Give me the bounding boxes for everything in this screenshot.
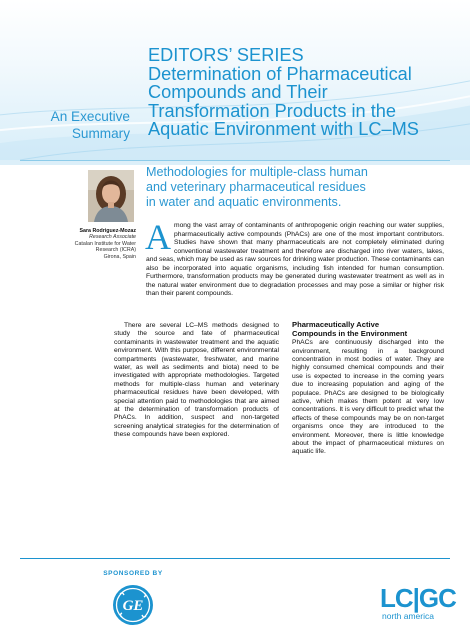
header-divider xyxy=(20,160,450,161)
ge-logo-text: GE xyxy=(122,598,144,614)
footer-divider xyxy=(20,558,450,559)
author-name: Sara Rodriguez-Mozaz xyxy=(79,228,136,234)
section-body: PhACs are continuously discharged into the environment, resulting in a background concentration in most bodies of water. They are highly consumed chemical compounds and their use is expected to increase in the coming years due to increasing population and aging of the populace. PhACs are designed to be biologically active, which makes them potent at very low concentrations. It is very difficult to predict what the effects of these compounds may be on non-target organisms once they are introduced to the environment. Moreover, there is little knowledge about the impact of pharmaceutical mixtures on aquatic life. xyxy=(292,339,444,456)
article-subtitle xyxy=(146,165,446,209)
title-line: Aquatic Environment with LC–MS xyxy=(148,119,419,140)
title-line: Transformation Products in the xyxy=(148,100,396,121)
author-photo xyxy=(88,170,134,222)
series-label: EDITORS’ SERIES xyxy=(148,45,304,65)
title-line: Determination of Pharmaceutical xyxy=(148,63,412,84)
lede-text: mong the vast array of contaminants of anthropogenic origin reaching our water supplies, pharmaceutically active compounds (PhACs) are one of the most important contributors. Studies have shown that many pharmaceuticals are not completely eliminated during conventional wastewater treatment and therefore are discharged into river waters, lakes, and seas, which may be used as raw sources for drinking water production. These contaminants can also be incorporated into aquatic organisms, including fish intended for human consumption. Furthermore, transformation products may be generated during wastewater treatment as well as in the natural water environment due to degradation processes and may pose a similar or higher risk than their parent compounds. xyxy=(146,222,444,297)
sponsored-label: SPONSORED BY xyxy=(103,570,163,577)
body-column-left: There are several LC–MS methods designed to study the source and fate of pharmaceutical contaminants in wastewater treatment and the aquatic environment. With this purpose, different environmental compartments (wastewater, freshwater, and marine water, as well as sediments and biota) need to be investigated with appropriate methodologies. Targeted methods for multiple-class human and veterinary pharmaceutical residues have been developed, with special attention paid to methodologies that are aimed at the determination of transformation products of PhACs. In addition, suspect and non-targeted screening analytical strategies for the determination of these compounds have been explored. xyxy=(114,322,279,439)
subtitle-line: and veterinary pharmaceutical residues xyxy=(146,179,366,194)
author-affiliation: Catalan Institute for Water xyxy=(74,240,136,247)
section-heading-line: Compounds in the Environment xyxy=(292,328,408,338)
subtitle-line: Methodologies for multiple-class human xyxy=(146,165,368,179)
subtitle-line: in water and aquatic environments. xyxy=(146,194,342,209)
body-column-right xyxy=(292,321,444,457)
section-label xyxy=(28,108,130,142)
title-line: Compounds and Their xyxy=(148,82,328,103)
author-role: Research Associate xyxy=(89,234,136,241)
author-credit xyxy=(20,228,136,260)
article-title xyxy=(148,46,458,139)
lcgc-logo xyxy=(380,583,456,621)
author-portrait-image xyxy=(88,170,134,222)
lede-paragraph xyxy=(145,217,444,299)
lcgc-logo-region: north america xyxy=(382,611,434,621)
section-heading xyxy=(292,321,444,338)
ge-logo-icon xyxy=(112,584,154,626)
section-heading-line: Pharmaceutically Active xyxy=(292,320,380,329)
lcgc-logo-text: LC|GC xyxy=(380,583,456,613)
drop-cap: A xyxy=(145,217,171,257)
author-affiliation: Research (ICRA) xyxy=(95,247,136,254)
section-label-line: Summary xyxy=(71,126,130,141)
section-label-line: An Executive xyxy=(50,109,130,124)
author-location: Girona, Spain xyxy=(103,253,136,260)
